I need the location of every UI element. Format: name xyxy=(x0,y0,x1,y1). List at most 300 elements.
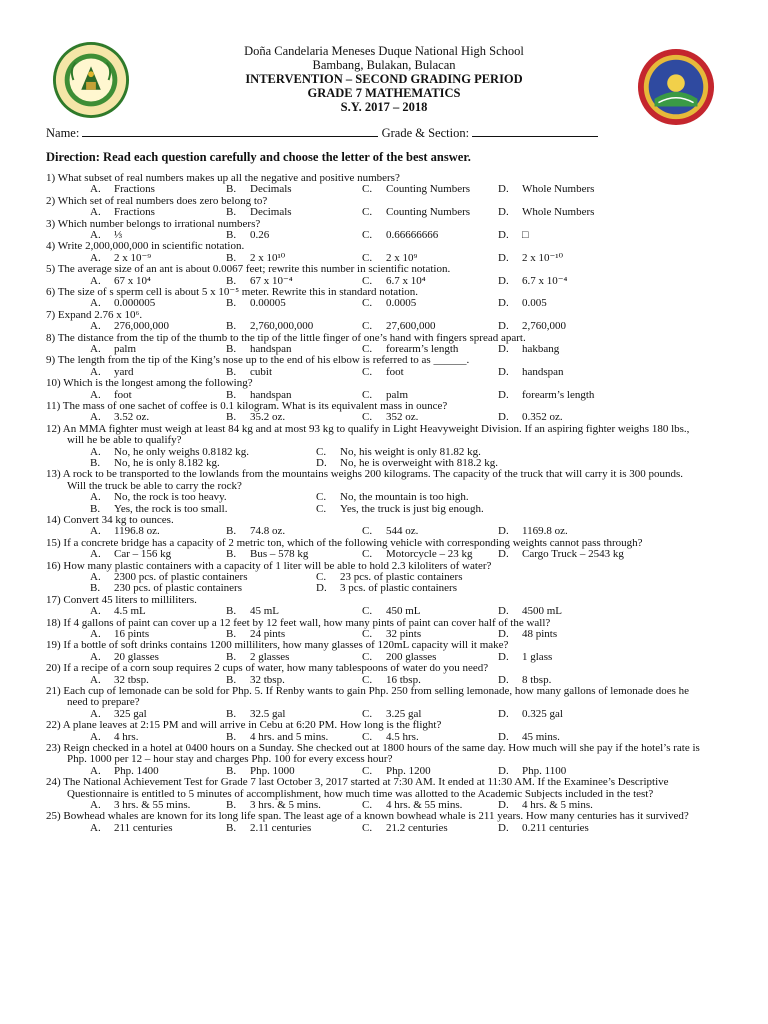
question-text: 14) Convert 34 kg to ounces. xyxy=(46,513,174,526)
option-letter: B. xyxy=(90,456,101,469)
option-letter: D. xyxy=(498,251,509,264)
option-letter: C. xyxy=(362,548,373,561)
option-text: 3.25 gal xyxy=(386,707,422,720)
question-item xyxy=(46,618,726,641)
option-letter: C. xyxy=(362,673,373,686)
option-text: handspan xyxy=(522,365,564,378)
question-item xyxy=(46,310,726,333)
answer-option[interactable] xyxy=(226,253,285,264)
option-letter: D. xyxy=(498,764,509,777)
answer-option[interactable] xyxy=(362,766,431,777)
option-text: hakbang xyxy=(522,342,560,355)
option-text: 0.325 gal xyxy=(522,707,563,720)
answer-option[interactable] xyxy=(90,675,149,686)
option-text: No, his weight is only 81.82 kg. xyxy=(340,445,481,458)
answer-option[interactable] xyxy=(226,412,285,423)
answer-option[interactable] xyxy=(362,549,472,560)
answer-option[interactable] xyxy=(226,276,293,287)
option-text: 1 glass xyxy=(522,650,553,663)
answer-options-row xyxy=(46,412,726,423)
answer-option[interactable] xyxy=(226,184,292,195)
option-letter: A. xyxy=(90,525,101,538)
option-letter: C. xyxy=(362,411,373,424)
option-letter: A. xyxy=(90,365,101,378)
answer-option[interactable] xyxy=(362,823,448,834)
answer-options-row xyxy=(46,800,726,811)
answer-option[interactable] xyxy=(362,367,404,378)
option-letter: C. xyxy=(362,605,373,618)
option-letter: C. xyxy=(362,798,373,811)
question-text: 3) Which number belongs to irrational numbers? xyxy=(46,217,261,230)
question-text: 10) Which is the longest among the following? xyxy=(46,377,253,390)
question-text: 1) What subset of real numbers makes up all the negative and positive numbers? xyxy=(46,172,400,184)
answer-option[interactable] xyxy=(226,321,313,332)
option-text: Car – 156 kg xyxy=(114,548,172,561)
option-text: 2,760,000 xyxy=(522,320,566,333)
school-name: Doña Candelaria Meneses Duque National High School xyxy=(244,44,524,58)
option-letter: C. xyxy=(362,764,373,777)
option-text: foot xyxy=(386,365,404,378)
answer-options-row xyxy=(46,207,726,218)
option-letter: B. xyxy=(226,650,237,663)
answer-option[interactable] xyxy=(90,321,169,332)
answer-option[interactable] xyxy=(90,629,149,640)
answer-option[interactable] xyxy=(90,504,227,515)
answer-option[interactable] xyxy=(362,298,416,309)
answer-option[interactable] xyxy=(362,800,462,811)
answer-option[interactable] xyxy=(498,253,563,264)
answer-option[interactable] xyxy=(226,709,285,720)
option-letter: C. xyxy=(316,570,327,583)
option-letter: D. xyxy=(498,274,509,287)
option-letter: B. xyxy=(226,365,237,378)
option-text: 3 pcs. of plastic containers xyxy=(340,582,457,595)
option-text: 16 tbsp. xyxy=(386,673,421,686)
option-letter: A. xyxy=(90,342,101,355)
option-letter: D. xyxy=(498,798,509,811)
question-item xyxy=(46,287,726,310)
answer-option[interactable] xyxy=(226,207,292,218)
option-letter: D. xyxy=(498,548,509,561)
option-text: 230 pcs. of plastic containers xyxy=(114,582,242,595)
answer-options-row xyxy=(46,675,726,686)
option-letter: A. xyxy=(90,491,101,504)
option-letter: A. xyxy=(90,764,101,777)
option-letter: B. xyxy=(226,548,237,561)
question-text: 9) The length from the tip of the King’s nose up to the end of his elbow is referred to as ______. xyxy=(46,354,470,367)
answer-option[interactable] xyxy=(90,207,155,218)
answer-option[interactable] xyxy=(498,652,552,663)
option-text: 0.005 xyxy=(522,297,547,310)
question-text: 15) If a concrete bridge has a capacity of 2 metric ton, which of the following vehicle with corresponding weights cannot pass through? xyxy=(46,536,643,549)
option-text: 8 tbsp. xyxy=(522,673,552,686)
option-text: 4 hrs. & 55 mins. xyxy=(386,798,463,811)
option-letter: C. xyxy=(362,525,373,538)
answer-option[interactable] xyxy=(498,230,529,241)
option-text: Whole Numbers xyxy=(522,206,595,219)
option-text: 0.00005 xyxy=(250,297,286,310)
answer-option[interactable] xyxy=(226,230,269,241)
option-text: 276,000,000 xyxy=(114,320,169,333)
option-text: 325 gal xyxy=(114,707,147,720)
answer-option[interactable] xyxy=(362,732,419,743)
answer-option[interactable] xyxy=(90,184,155,195)
option-text: 4500 mL xyxy=(522,605,563,618)
answer-options-row xyxy=(46,504,726,515)
answer-option[interactable] xyxy=(90,709,147,720)
option-letter: B. xyxy=(226,206,237,219)
answer-options-row xyxy=(46,652,726,663)
option-text: ⅓ xyxy=(114,229,123,241)
option-letter: B. xyxy=(226,388,237,401)
answer-option[interactable] xyxy=(90,344,136,355)
answer-option[interactable] xyxy=(90,526,160,537)
option-text: 45 mins. xyxy=(522,730,560,743)
answer-option[interactable] xyxy=(498,606,562,617)
answer-option[interactable] xyxy=(226,390,292,401)
option-text: 3.52 oz. xyxy=(114,411,150,424)
answer-option[interactable] xyxy=(362,390,408,401)
answer-option[interactable] xyxy=(90,823,173,834)
answer-option[interactable] xyxy=(90,253,151,264)
school-address: Bambang, Bulakan, Bulacan xyxy=(312,58,456,72)
answer-options-row xyxy=(46,344,726,355)
option-letter: B. xyxy=(226,525,237,538)
option-letter: A. xyxy=(90,730,101,743)
answer-option[interactable] xyxy=(226,549,308,560)
question-text-continued: will he be able to qualify? xyxy=(67,434,182,447)
option-letter: A. xyxy=(90,627,101,640)
answer-option[interactable] xyxy=(362,412,418,423)
option-letter: C. xyxy=(362,707,373,720)
option-letter: C. xyxy=(362,183,373,196)
option-text: 0.0005 xyxy=(386,297,417,310)
option-letter: A. xyxy=(90,548,101,561)
option-text: cubit xyxy=(250,365,272,378)
student-info-line xyxy=(46,124,726,141)
question-item xyxy=(46,640,726,663)
answer-option[interactable] xyxy=(498,367,564,378)
option-letter: D. xyxy=(498,229,509,241)
question-text: 17) Convert 45 liters to milliliters. xyxy=(46,593,197,606)
answer-option[interactable] xyxy=(362,344,458,355)
answer-option[interactable] xyxy=(90,800,190,811)
option-text: forearm’s length xyxy=(386,342,459,355)
option-letter: D. xyxy=(498,650,509,663)
grade-section-label: Grade & Section: xyxy=(381,126,470,140)
option-text: No, he is overweight with 818.2 kg. xyxy=(340,456,498,469)
option-text: 4 hrs. and 5 mins. xyxy=(250,730,329,743)
option-letter: A. xyxy=(90,229,101,241)
question-text: 21) Each cup of lemonade can be sold for Php. 5. If Renby wants to gain Php. 250 from selling lemonade, how many gallons of lemonade does he xyxy=(46,684,690,697)
answer-option[interactable] xyxy=(362,276,426,287)
option-text: 1196.8 oz. xyxy=(114,525,160,538)
option-letter: A. xyxy=(90,251,101,264)
answer-option[interactable] xyxy=(498,184,594,195)
answer-option[interactable] xyxy=(498,207,594,218)
option-text: 32 tbsp. xyxy=(114,673,149,686)
answer-option[interactable] xyxy=(316,583,457,594)
option-letter: B. xyxy=(90,502,101,515)
option-text: 0.352 oz. xyxy=(522,411,563,424)
option-text: yard xyxy=(114,365,134,378)
option-text: 6.7 x 10⁻⁴ xyxy=(522,274,568,287)
answer-option[interactable] xyxy=(226,675,285,686)
answer-option[interactable] xyxy=(90,367,134,378)
option-letter: D. xyxy=(498,673,509,686)
answer-option[interactable] xyxy=(498,800,593,811)
answer-option[interactable] xyxy=(226,732,328,743)
question-item xyxy=(46,811,726,834)
question-text-continued: need to prepare? xyxy=(67,696,140,709)
answer-options-row xyxy=(46,298,726,309)
question-text: 11) The mass of one sachet of coffee is 0.1 kilogram. What is its equivalent mass in ounce? xyxy=(46,399,448,412)
option-letter: C. xyxy=(362,274,373,287)
question-item xyxy=(46,219,726,242)
answer-options-row xyxy=(46,709,726,720)
option-letter: B. xyxy=(226,251,237,264)
option-letter: B. xyxy=(90,582,101,595)
option-text: 67 x 10⁴ xyxy=(114,274,151,287)
answer-option[interactable] xyxy=(362,526,418,537)
option-text: 3 hrs. & 5 mins. xyxy=(250,798,321,811)
question-item xyxy=(46,743,726,777)
option-letter: B. xyxy=(226,342,237,355)
option-letter: A. xyxy=(90,707,101,720)
answer-option[interactable] xyxy=(498,675,551,686)
answer-option[interactable] xyxy=(226,629,285,640)
option-text: Decimals xyxy=(250,183,292,196)
answer-option[interactable] xyxy=(498,549,624,560)
option-letter: A. xyxy=(90,798,101,811)
answer-option[interactable] xyxy=(90,298,155,309)
option-text: 27,600,000 xyxy=(386,320,436,333)
answer-option[interactable] xyxy=(226,823,311,834)
answer-option[interactable] xyxy=(498,412,563,423)
answer-option[interactable] xyxy=(226,766,295,777)
school-year: S.Y. 2017 – 2018 xyxy=(340,100,428,114)
answer-option[interactable] xyxy=(316,504,484,515)
answer-option[interactable] xyxy=(362,606,421,617)
option-letter: C. xyxy=(316,445,327,458)
option-letter: D. xyxy=(498,297,509,310)
option-letter: B. xyxy=(226,707,237,720)
question-item xyxy=(46,561,726,595)
answer-options-row xyxy=(46,390,726,401)
option-letter: C. xyxy=(362,627,373,640)
option-letter: C. xyxy=(362,365,373,378)
answer-option[interactable] xyxy=(362,230,438,241)
option-letter: B. xyxy=(226,627,237,640)
answer-option[interactable] xyxy=(498,344,559,355)
option-text: Fractions xyxy=(114,206,155,219)
answer-option[interactable] xyxy=(90,583,242,594)
option-text: □ xyxy=(522,229,529,241)
option-letter: B. xyxy=(226,320,237,333)
answer-option[interactable] xyxy=(90,230,122,241)
option-text: 4 hrs. xyxy=(114,730,139,743)
option-text: 21.2 centuries xyxy=(386,821,448,834)
option-text: 0.26 xyxy=(250,229,270,241)
answer-option[interactable] xyxy=(498,823,589,834)
option-letter: B. xyxy=(226,764,237,777)
option-text: Counting Numbers xyxy=(386,206,471,219)
option-letter: A. xyxy=(90,673,101,686)
answer-option[interactable] xyxy=(362,253,417,264)
option-letter: B. xyxy=(226,183,237,196)
answer-options-row xyxy=(46,230,726,241)
option-letter: D. xyxy=(498,183,509,196)
option-text: 48 pints xyxy=(522,627,558,640)
answer-option[interactable] xyxy=(498,766,566,777)
question-text: 12) An MMA fighter must weigh at least 84 kg and at most 93 kg to qualify in Light Heavyweight Division. If an aspiring fighter weighs 180 lbs., xyxy=(46,422,690,435)
answer-option[interactable] xyxy=(362,207,470,218)
option-text: No, the rock is too heavy. xyxy=(114,491,227,504)
answer-option[interactable] xyxy=(362,321,436,332)
answer-options-row xyxy=(46,583,726,594)
option-text: 544 oz. xyxy=(386,525,419,538)
answer-option[interactable] xyxy=(226,526,285,537)
option-letter: B. xyxy=(226,605,237,618)
option-text: Cargo Truck – 2543 kg xyxy=(522,548,624,561)
option-letter: D. xyxy=(498,821,509,834)
option-text: Php. 1000 xyxy=(250,764,295,777)
answer-option[interactable] xyxy=(90,390,132,401)
name-label: Name: xyxy=(46,126,80,140)
answer-option[interactable] xyxy=(226,367,272,378)
answer-option[interactable] xyxy=(498,732,560,743)
answer-option[interactable] xyxy=(226,344,292,355)
option-letter: C. xyxy=(362,342,373,355)
option-letter: A. xyxy=(90,320,101,333)
answer-options-row xyxy=(46,253,726,264)
option-text: 2300 pcs. of plastic containers xyxy=(114,570,248,583)
grade-section-field[interactable] xyxy=(472,124,598,137)
answer-option[interactable] xyxy=(498,276,567,287)
answer-options-row xyxy=(46,184,726,195)
answer-options-row xyxy=(46,732,726,743)
name-field[interactable] xyxy=(82,124,378,137)
answer-option[interactable] xyxy=(90,276,151,287)
option-text: Decimals xyxy=(250,206,292,219)
option-text: 20 glasses xyxy=(114,650,159,663)
answer-option[interactable] xyxy=(498,390,594,401)
option-text: 2.11 centuries xyxy=(250,821,312,834)
answer-option[interactable] xyxy=(316,458,498,469)
answer-option[interactable] xyxy=(498,298,547,309)
option-text: 74.8 oz. xyxy=(250,525,286,538)
answer-options-row xyxy=(46,458,726,469)
option-text: Php. 1100 xyxy=(522,764,567,777)
option-text: 24 pints xyxy=(250,627,286,640)
option-letter: B. xyxy=(226,229,237,241)
answer-option[interactable] xyxy=(90,652,159,663)
option-text: 45 mL xyxy=(250,605,280,618)
option-text: 32 tbsp. xyxy=(250,673,285,686)
option-text: 450 mL xyxy=(386,605,421,618)
answer-option[interactable] xyxy=(498,321,566,332)
option-letter: C. xyxy=(362,821,373,834)
option-text: forearm’s length xyxy=(522,388,595,401)
option-text: 23 pcs. of plastic containers xyxy=(340,570,463,583)
answer-option[interactable] xyxy=(90,766,159,777)
answer-option[interactable] xyxy=(362,184,470,195)
option-text: 67 x 10⁻⁴ xyxy=(250,274,293,287)
question-item xyxy=(46,720,726,743)
option-text: 2,760,000,000 xyxy=(250,320,314,333)
option-letter: C. xyxy=(362,297,373,310)
exam-subject: GRADE 7 MATHEMATICS xyxy=(307,86,461,100)
answer-option[interactable] xyxy=(498,526,568,537)
answer-option[interactable] xyxy=(362,709,421,720)
answer-option[interactable] xyxy=(90,549,171,560)
question-text: 6) The size of s sperm cell is about 5 x 10⁻⁵ meter. Rewrite this in standard notation. xyxy=(46,285,419,298)
answer-option[interactable] xyxy=(226,606,279,617)
question-item xyxy=(46,378,726,401)
option-letter: D. xyxy=(498,707,509,720)
option-text: Php. 1200 xyxy=(386,764,431,777)
question-item xyxy=(46,515,726,538)
option-text: 352 oz. xyxy=(386,411,419,424)
option-text: 0.000005 xyxy=(114,297,156,310)
question-text: 4) Write 2,000,000,000 in scientific notation. xyxy=(46,240,245,253)
option-text: 2 x 10⁻¹⁰ xyxy=(522,251,564,264)
question-text-continued: Php. 1000 per 12 – hour stay and charges Php. 100 for every excess hour? xyxy=(67,753,393,766)
question-item xyxy=(46,424,726,470)
question-item xyxy=(46,264,726,287)
option-letter: A. xyxy=(90,297,101,310)
answer-option[interactable] xyxy=(226,298,286,309)
option-text: Bus – 578 kg xyxy=(250,548,309,561)
option-text: handspan xyxy=(250,388,292,401)
option-letter: A. xyxy=(90,411,101,424)
option-text: Yes, the truck is just big enough. xyxy=(340,502,484,515)
option-letter: D. xyxy=(498,320,509,333)
option-letter: A. xyxy=(90,388,101,401)
answer-option[interactable] xyxy=(362,675,421,686)
question-item xyxy=(46,663,726,686)
exam-title: INTERVENTION – SECOND GRADING PERIOD xyxy=(245,72,523,86)
option-letter: A. xyxy=(90,445,101,458)
answer-option[interactable] xyxy=(90,732,138,743)
question-text: 24) The National Achievement Test for Grade 7 last October 3, 2017 started at 7:30 AM. It ended at 11:30 AM. If the Examinee’s Descriptive xyxy=(46,776,669,789)
option-letter: D. xyxy=(498,365,509,378)
answer-option[interactable] xyxy=(90,412,149,423)
option-text: palm xyxy=(114,342,136,355)
option-letter: C. xyxy=(362,388,373,401)
question-text: 19) If a bottle of soft drinks contains 1200 milliliters, how many glasses of 120mL capacity will it make? xyxy=(46,639,509,652)
answer-option[interactable] xyxy=(226,800,321,811)
option-letter: A. xyxy=(90,183,101,196)
option-letter: C. xyxy=(362,730,373,743)
option-text: palm xyxy=(386,388,408,401)
answer-option[interactable] xyxy=(362,652,436,663)
answer-option[interactable] xyxy=(226,652,289,663)
answer-option[interactable] xyxy=(362,629,421,640)
question-text: 13) A rock to be transported to the lowlands from the mountains weighs 200 kilograms. The capacity of the truck that will carry it is 300 pounds. xyxy=(46,468,684,481)
answer-option[interactable] xyxy=(498,629,557,640)
question-item xyxy=(46,469,726,515)
option-letter: D. xyxy=(498,605,509,618)
answer-option[interactable] xyxy=(498,709,563,720)
question-text: 16) How many plastic containers with a capacity of 1 liter will be able to hold 2.3 kiloliters of water? xyxy=(46,559,492,572)
option-letter: D. xyxy=(498,525,509,538)
question-item xyxy=(46,241,726,264)
answer-option[interactable] xyxy=(90,458,220,469)
question-text: 22) A plane leaves at 2:15 PM and will arrive in Cebu at 6:20 PM. How long is the flight? xyxy=(46,719,442,732)
answer-option[interactable] xyxy=(90,606,146,617)
question-text: 7) Expand 2.76 x 10⁶. xyxy=(46,308,143,321)
